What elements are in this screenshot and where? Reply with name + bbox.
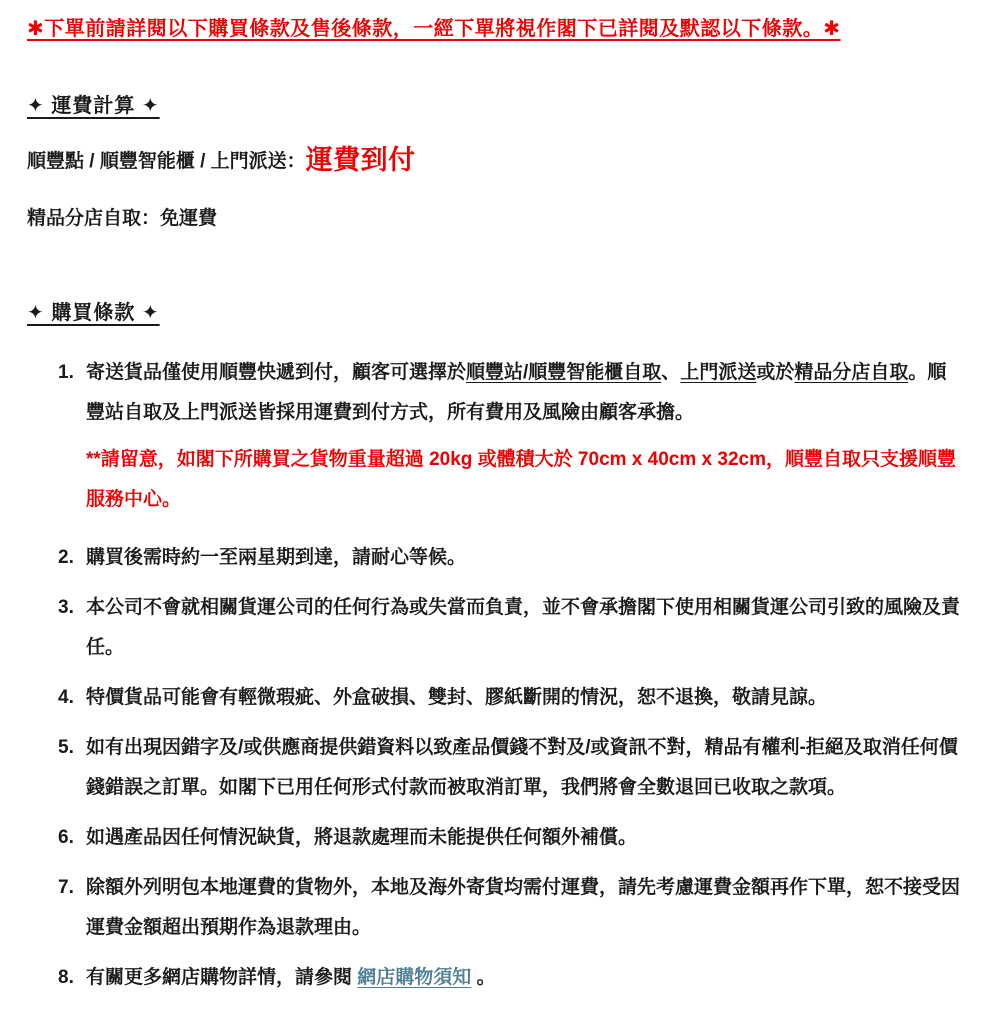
- term-item-4: [58, 678, 965, 718]
- term-item-2: [58, 538, 965, 578]
- shipping-methods-value: 運費到付: [305, 145, 416, 175]
- term-item-number: 8.: [58, 967, 74, 988]
- term-item-number: 7.: [58, 877, 74, 898]
- terms-section-title: ✦ 購買條款 ✦: [27, 302, 160, 324]
- term-item-number: 5.: [58, 737, 74, 758]
- term-item-text: 本公司不會就相關貨運公司的任何行為或失當而負責，並不會承擔閣下使用相關貨運公司引致的風險及責任。: [86, 597, 961, 658]
- shipping-methods-label: 順豐點 / 順豐智能櫃 / 上門派送：: [27, 151, 306, 172]
- weight-size-warning-note: **請留意，如閣下所購買之貨物重量超過 20kg 或體積大於 70cm x 40cm x 32cm，順豐自取只支援順豐服務中心。: [86, 449, 956, 510]
- term-item-text: 如遇產品因任何情況缺貨，將退款處理而未能提供任何額外補償。: [86, 827, 638, 848]
- shop-guide-link[interactable]: 網店購物須知: [357, 967, 472, 988]
- underlined-pickup-options: 順豐站/順豐智能櫃自取: [466, 362, 662, 383]
- shipping-section: [27, 43, 965, 234]
- term-item-number: 3.: [58, 597, 74, 618]
- term-item-text: 購買後需時約一至兩星期到達，請耐心等候。: [86, 547, 467, 568]
- term-item-8: [58, 958, 965, 998]
- shipping-section-title: ✦ 運費計算 ✦: [27, 95, 160, 117]
- shipping-methods-line: [27, 145, 965, 177]
- term-item-text: 特價貨品可能會有輕微瑕疵、外盒破損、雙封、膠紙斷開的情況，恕不退換，敬請見諒。: [86, 687, 828, 708]
- term-item-1: [58, 353, 965, 528]
- underlined-door-delivery: 上門派送: [680, 362, 757, 383]
- term-item-text: 有關更多網店購物詳情，請參閱 網店購物須知 。: [86, 967, 496, 988]
- term-item-7: [58, 868, 965, 948]
- term-item-text: 如有出現因錯字及/或供應商提供錯資料以致產品價錢不對及/或資訊不對，精品有權利-拒絕及取消任何價錢錯誤之訂單。如閣下已用任何形式付款而被取消訂單，我們將會全數退回已收取之款項。: [86, 737, 958, 798]
- top-notice: ✱下單前請詳閱以下購買條款及售後條款，一經下單將視作閣下已詳閱及默認以下條款。✱: [27, 18, 841, 40]
- term-item-text: 除額外列明包本地運費的貨物外，本地及海外寄貨均需付運費，請先考慮運費金額再作下單，恕不接受因運費金額超出預期作為退款理由。: [86, 877, 961, 938]
- underlined-store-pickup: 精品分店自取: [794, 362, 909, 383]
- term-item-3: [58, 588, 965, 668]
- term-item-number: 4.: [58, 687, 74, 708]
- term-item-6: [58, 818, 965, 858]
- term-item-5: [58, 728, 965, 808]
- terms-section: [27, 234, 965, 998]
- terms-list: [27, 353, 965, 998]
- term-item-number: 1.: [58, 362, 74, 383]
- term-item-number: 2.: [58, 547, 74, 568]
- term-item-number: 6.: [58, 827, 74, 848]
- shipping-pickup-line: 精品分店自取：免運費: [27, 208, 218, 229]
- term-item-text: 寄送貨品僅使用順豐快遞到付，顧客可選擇於順豐站/順豐智能櫃自取、上門派送或於精品分店自取。順豐站自取及上門派送皆採用運費到付方式，所有費用及風險由顧客承擔。 **請留意，如閣下所購買之貨物重量超過 20kg 或體積大於 70cm x 40cm x 32cm，順豐自取只支援順豐服務中心。: [86, 353, 965, 528]
